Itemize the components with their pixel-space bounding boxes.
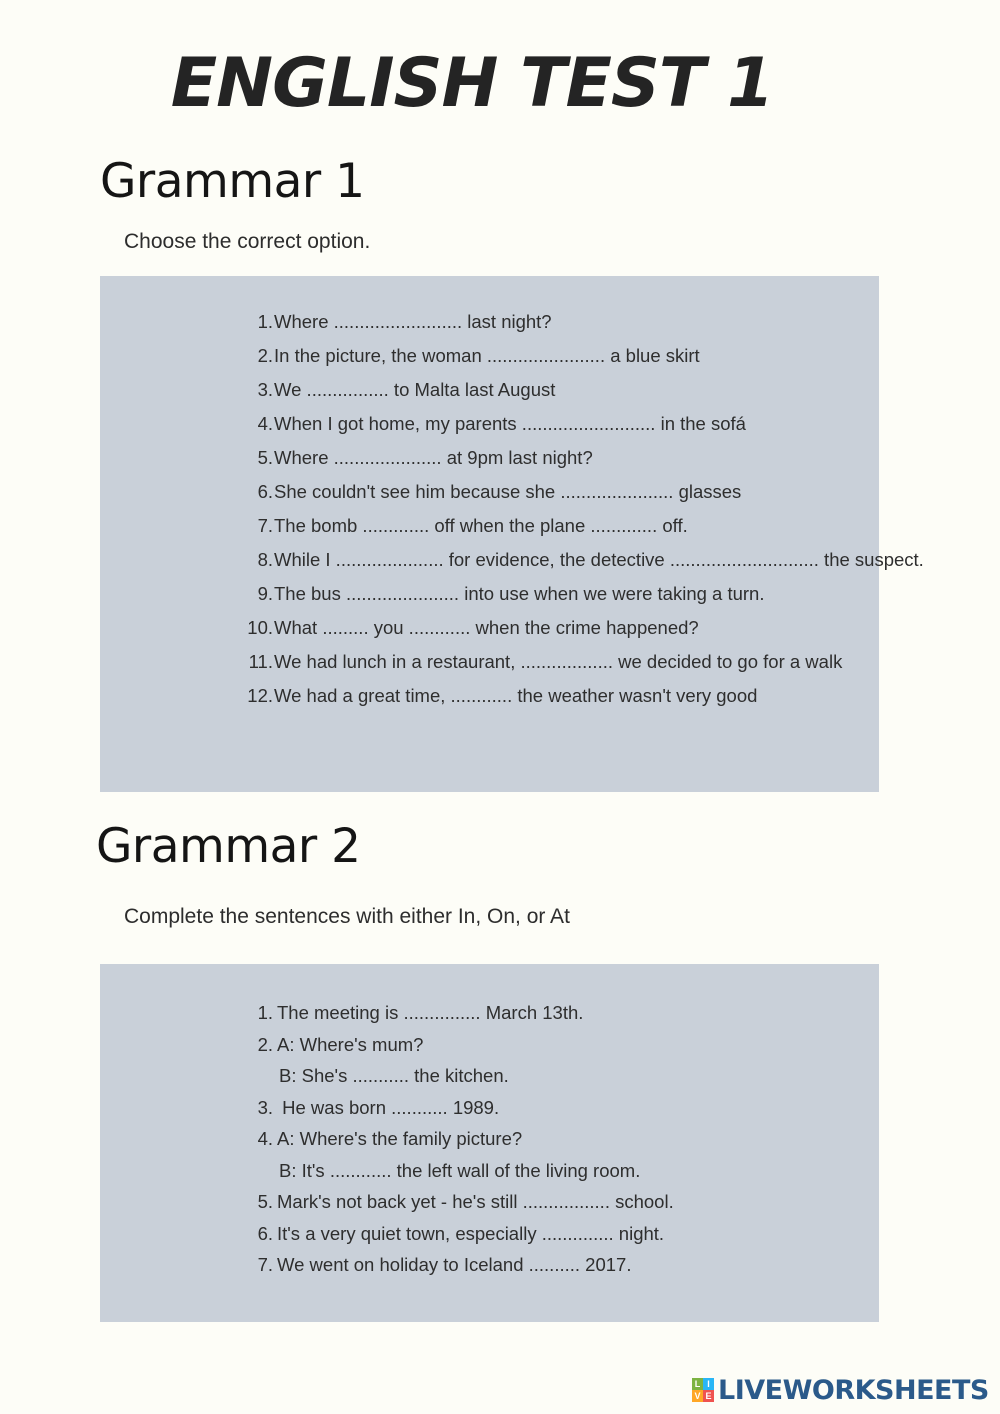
question-number: 4. xyxy=(257,1128,273,1149)
question-text: We ................ to Malta last August xyxy=(274,379,556,400)
question-text: Where ..................... at 9pm last night? xyxy=(274,447,593,468)
question-number: 6. xyxy=(257,1222,273,1244)
logo-mark-letter: E xyxy=(703,1390,714,1402)
grammar-1-question-7 xyxy=(100,515,879,549)
question-text: B: It's ............ the left wall of the living room. xyxy=(279,1159,641,1181)
question-number: 10. xyxy=(247,617,273,638)
question-number: 12. xyxy=(247,685,273,706)
question-number: 11. xyxy=(248,651,273,672)
logo-mark-letter: V xyxy=(692,1390,703,1402)
question-text: A: Where's mum? xyxy=(277,1033,424,1055)
grammar-1-question-9 xyxy=(100,583,879,617)
liveworksheets-logo-icon xyxy=(692,1378,714,1402)
question-text: The bomb ............. off when the plane ............. off. xyxy=(274,515,688,536)
logo-mark-letter: I xyxy=(703,1378,714,1390)
question-number: 5. xyxy=(257,447,273,468)
question-number: 3. xyxy=(257,379,273,400)
question-text: A: Where's the family picture? xyxy=(277,1128,523,1149)
question-number: 7. xyxy=(257,515,273,536)
question-number: 2. xyxy=(257,1033,273,1055)
grammar-1-question-list xyxy=(100,311,924,719)
question-text: When I got home, my parents .......................... in the sofá xyxy=(274,413,746,434)
grammar-2-instruction: Complete the sentences with either In, On, or At xyxy=(124,905,570,928)
grammar-2-question-4 xyxy=(100,1128,879,1160)
grammar-1-instruction: Choose the correct option. xyxy=(124,230,371,253)
grammar-2-panel xyxy=(100,964,879,1322)
grammar-1-panel xyxy=(100,276,924,792)
grammar-1-question-2 xyxy=(100,345,879,379)
grammar-2-question-2-response xyxy=(100,1065,879,1097)
question-text: She couldn't see him because she ...................... glasses xyxy=(274,481,742,502)
grammar-1-heading: Grammar 1 xyxy=(100,154,365,209)
question-text: The bus ...................... into use when we were taking a turn. xyxy=(274,583,765,604)
liveworksheets-logo[interactable] xyxy=(692,1374,989,1406)
question-number: 7. xyxy=(257,1254,273,1275)
grammar-2-heading: Grammar 2 xyxy=(96,819,361,874)
grammar-2-question-2 xyxy=(100,1034,879,1066)
grammar-1-question-4 xyxy=(100,413,879,447)
grammar-1-question-3 xyxy=(100,379,879,413)
liveworksheets-logo-text: LIVEWORKSHEETS xyxy=(718,1374,989,1406)
grammar-1-question-12 xyxy=(100,685,879,719)
grammar-2-question-1 xyxy=(100,1002,879,1034)
grammar-1-question-11 xyxy=(100,651,879,685)
grammar-2-question-5 xyxy=(100,1191,879,1223)
grammar-1-question-10 xyxy=(100,617,879,651)
question-number: 1. xyxy=(257,1002,273,1023)
question-number: 6. xyxy=(257,481,273,502)
question-number: 1. xyxy=(257,311,273,332)
grammar-2-question-list xyxy=(100,1002,879,1286)
grammar-2-question-6 xyxy=(100,1223,879,1255)
grammar-1-question-5 xyxy=(100,447,879,481)
question-number: 9. xyxy=(257,583,273,604)
question-text: We had a great time, ............ the weather wasn't very good xyxy=(274,685,758,706)
question-text: We went on holiday to Iceland .......... 2017. xyxy=(277,1254,632,1275)
question-text: What ......... you ............ when the crime happened? xyxy=(274,617,699,638)
question-text: He was born ........... 1989. xyxy=(277,1096,500,1118)
question-text: In the picture, the woman ....................... a blue skirt xyxy=(274,345,700,366)
question-number: 8. xyxy=(257,549,273,570)
question-text: While I ..................... for evidence, the detective ............................. the suspect. xyxy=(274,549,924,570)
grammar-2-question-7 xyxy=(100,1254,879,1286)
question-text: Mark's not back yet - he's still ................. school. xyxy=(277,1191,674,1212)
grammar-1-question-1 xyxy=(100,311,879,345)
grammar-2-question-3 xyxy=(100,1097,879,1129)
logo-mark-letter: L xyxy=(692,1378,703,1390)
question-number: 5. xyxy=(257,1191,273,1212)
question-text: It's a very quiet town, especially .............. night. xyxy=(277,1222,665,1244)
grammar-2-question-4-response xyxy=(100,1160,879,1192)
question-text: We had lunch in a restaurant, .................. we decided to go for a walk xyxy=(274,651,843,672)
question-number: 4. xyxy=(257,413,273,434)
question-number: 2. xyxy=(257,345,273,366)
grammar-1-question-6 xyxy=(100,481,879,515)
question-text: B: She's ........... the kitchen. xyxy=(279,1065,509,1086)
question-text: The meeting is ............... March 13th. xyxy=(277,1002,584,1023)
question-text: Where ......................... last night? xyxy=(274,311,552,332)
grammar-1-question-8 xyxy=(100,549,924,583)
page-title: ENGLISH TEST 1 xyxy=(170,44,774,123)
question-number: 3. xyxy=(257,1096,273,1118)
